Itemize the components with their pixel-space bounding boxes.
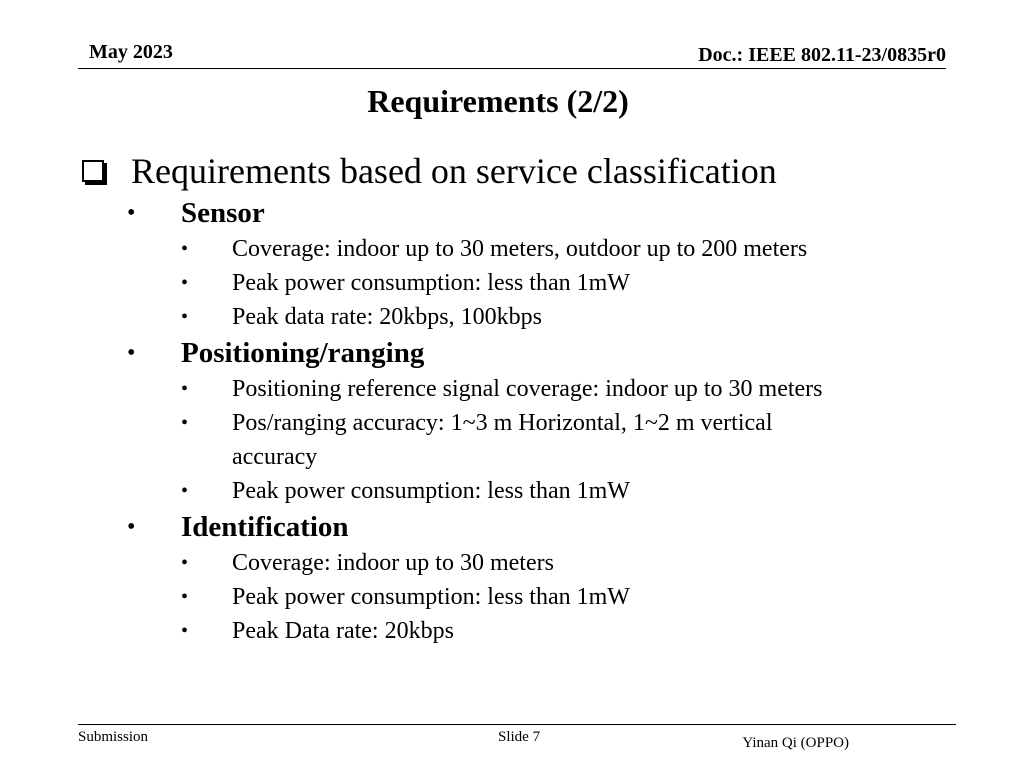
bullet-icon: • [181,586,189,608]
group-sensor [80,194,960,232]
bullet-icon: • [181,238,189,260]
list-item [80,372,960,406]
list-item-text: Coverage: indoor up to 30 meters [232,550,554,576]
list-item [80,406,960,440]
bullet-icon: • [181,272,189,294]
bullet-icon: • [127,340,136,366]
footer-divider [78,724,956,725]
group-identification [80,508,960,546]
list-item-text: Peak power consumption: less than 1mW [232,478,630,504]
footer-submission: Submission [78,729,149,745]
list-item-text: Peak data rate: 20kbps, 100kbps [232,304,542,330]
bullet-icon: • [181,378,189,400]
list-item-text: Peak power consumption: less than 1mW [232,584,630,610]
list-item [80,474,960,508]
list-item [80,232,960,266]
list-item-text: Positioning reference signal coverage: indoor up to 30 meters [232,376,823,402]
bullet-icon: • [181,306,189,328]
section-heading-text: Requirements based on service classification [131,151,777,191]
list-item-text: Pos/ranging accuracy: 1~3 m Horizontal, 1~2 m vertical [232,410,773,436]
section-heading [80,148,960,194]
footer-author: Yinan Qi (OPPO) [742,735,849,751]
header-doc-id: Doc.: IEEE 802.11-23/0835r0 [698,44,946,66]
group-label: Sensor [181,197,265,229]
header-divider [78,68,946,69]
bullet-icon: • [181,412,189,434]
header-date: May 2023 [89,41,173,63]
group-label: Positioning/ranging [181,337,425,369]
bullet-icon: • [181,480,189,502]
bullet-icon: • [127,514,136,540]
list-item [80,580,960,614]
list-item-text: Coverage: indoor up to 30 meters, outdoor up to 200 meters [232,236,808,262]
bullet-icon: • [181,552,189,574]
list-item-text: Peak power consumption: less than 1mW [232,270,630,296]
list-item [80,266,960,300]
checkbox-icon [82,160,104,182]
slide-title: Requirements (2/2) [367,83,629,119]
bullet-icon: • [127,200,136,226]
group-label: Identification [181,511,349,543]
bullet-icon: • [181,620,189,642]
list-item [80,546,960,580]
list-item [80,614,960,648]
slide-content [80,148,960,648]
list-item-continuation [80,440,960,474]
list-item [80,300,960,334]
list-item-text: accuracy [232,444,318,470]
group-positioning-ranging [80,334,960,372]
list-item-text: Peak Data rate: 20kbps [232,618,454,644]
footer-slide-number: Slide 7 [498,729,541,745]
